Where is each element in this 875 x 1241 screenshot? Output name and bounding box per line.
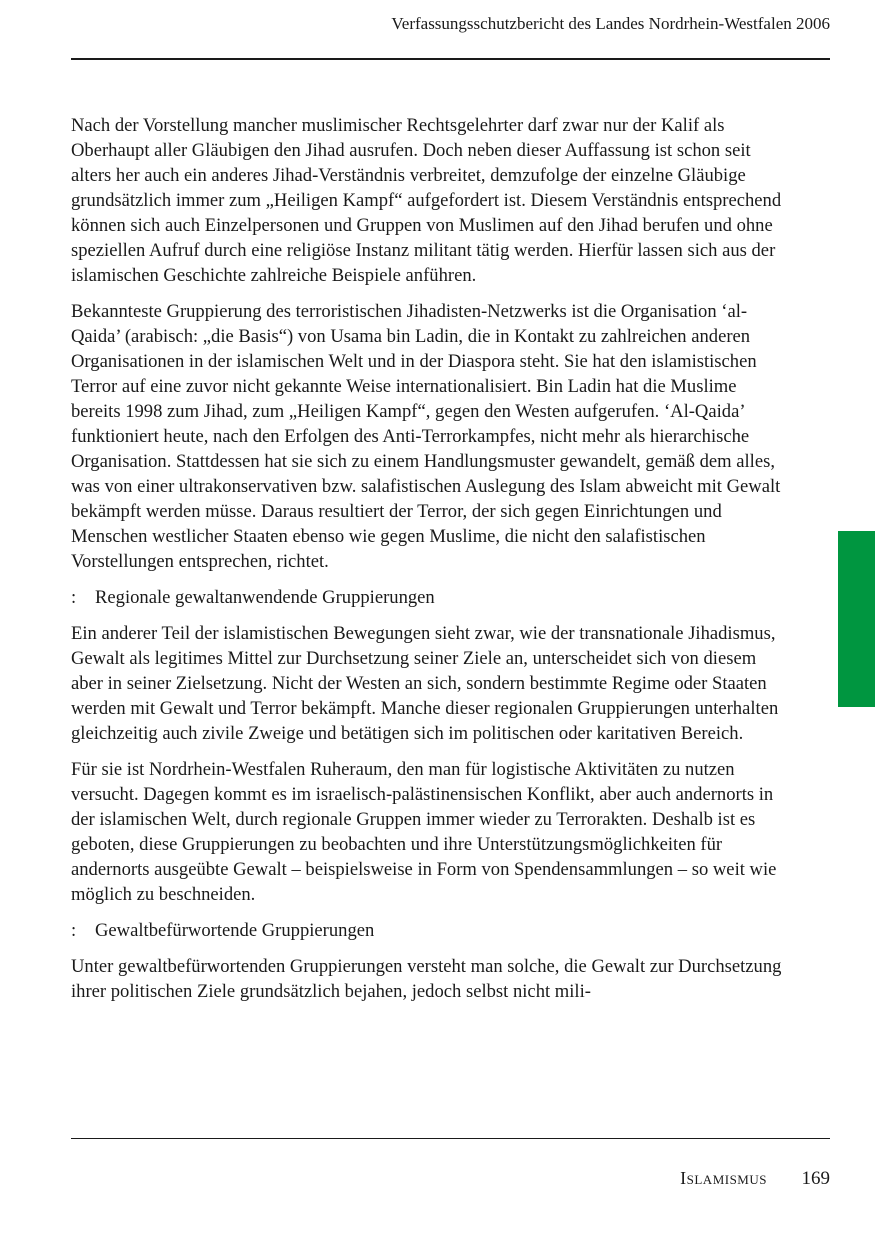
body-text	[71, 113, 786, 1015]
header-rule	[71, 58, 830, 60]
chapter-tab-marker	[838, 531, 875, 707]
page-number: 169	[801, 1168, 830, 1189]
paragraph-1: Nach der Vorstellung mancher muslimischer Rechtsgelehrter darf zwar nur der Kalif als Oberhaupt aller Gläubigen den Jihad ausrufen. Doch neben dieser Auffassung ist schon seit alters her auch ein anderes Jihad-Verständnis verbreitet, demzufolge der einzelne Gläubige grundsätzlich immer zum „Heiligen Kampf“ aufgefordert ist. Diesem Verständnis entsprechend können sich auch Einzelpersonen und Gruppen von Muslimen auf den Jihad berufen und ohne speziellen Aufruf durch eine religiöse Instanz militant tätig werden. Hierfür lassen sich aus der islamischen Geschichte zahlreiche Beispiele anführen.	[71, 115, 782, 286]
paragraph-5: Unter gewaltbefürwortenden Gruppierungen versteht man solche, die Gewalt zur Durchsetzung ihrer politischen Ziele grundsätzlich bejahen, jedoch selbst nicht mili-	[71, 956, 782, 1002]
running-header: Verfassungsschutzbericht des Landes Nordrhein-Westfalen 2006	[391, 14, 830, 33]
paragraph-2: Bekannteste Gruppierung des terroristischen Jihadisten-Netzwerks ist die Organisation ‘al-Qaida’ (arabisch: „die Basis“) von Usama bin Ladin, die in Kontakt zu zahlreichen anderen Organisationen in der islamischen Welt und in der Diaspora steht. Sie hat den islamistischen Terror auf eine zuvor nicht gekannte Weise internationalisiert. Bin Ladin hat die Muslime bereits 1998 zum Jihad, zum „Heiligen Kampf“, gegen den Westen aufgerufen. ‘Al-Qaida’ funktioniert heute, nach den Erfolgen des Anti-Terrorkampfes, nicht mehr als hierarchische Organisation. Stattdessen hat sie sich zu einem Handlungsmuster gewandelt, gemäß dem alles, was von einer ultrakonservativen bzw. salafistischen Auslegung des Islam abweicht mit Gewalt bekämpft werden müsse. Daraus resultiert der Terror, der sich gegen Einrichtungen und Menschen westlicher Staaten ebenso wie gegen Muslime, die nicht den salafistischen Vorstellungen entsprechen, richtet.	[71, 301, 781, 572]
paragraph-3: Ein anderer Teil der islamistischen Bewegungen sieht zwar, wie der transnationale Jihadismus, Gewalt als legitimes Mittel zur Durchsetzung seiner Ziele an, unterscheidet sich von diesem aber in seiner Zielsetzung. Nicht der Westen an sich, sondern bestimmte Regime oder Staaten werden mit Gewalt und Terror bekämpft. Manche dieser regionalen Gruppierungen unterhalten gleichzeitig auch zivile Zweige und betätigen sich im politischen oder karitativen Bereich.	[71, 623, 779, 744]
bullet-mark: :	[71, 587, 77, 608]
bullet-mark: :	[71, 920, 77, 941]
page-footer	[680, 1166, 830, 1191]
footer-section-title: Islamismus	[680, 1168, 767, 1188]
footer-rule	[71, 1138, 830, 1139]
bullet-label: Gewaltbefürwortende Gruppierungen	[95, 920, 375, 941]
paragraph-4: Für sie ist Nordrhein-Westfalen Ruheraum, den man für logistische Aktivitäten zu nutzen versucht. Dagegen kommt es im israelisch-palästinensischen Konflikt, aber auch andernorts in der islamischen Welt, durch regionale Gruppen immer wieder zu Terrorakten. Deshalb ist es geboten, diese Gruppierungen zu beobachten und ihre Unterstützungsmöglichkeiten für andernorts ausgeübte Gewalt – beispielsweise in Form von Spendensammlungen – so weit wie möglich zu beschneiden.	[71, 759, 777, 905]
bullet-regional	[71, 585, 786, 610]
bullet-gewaltbefuerwortend	[71, 918, 786, 943]
bullet-label: Regionale gewaltanwendende Gruppierungen	[95, 587, 435, 608]
